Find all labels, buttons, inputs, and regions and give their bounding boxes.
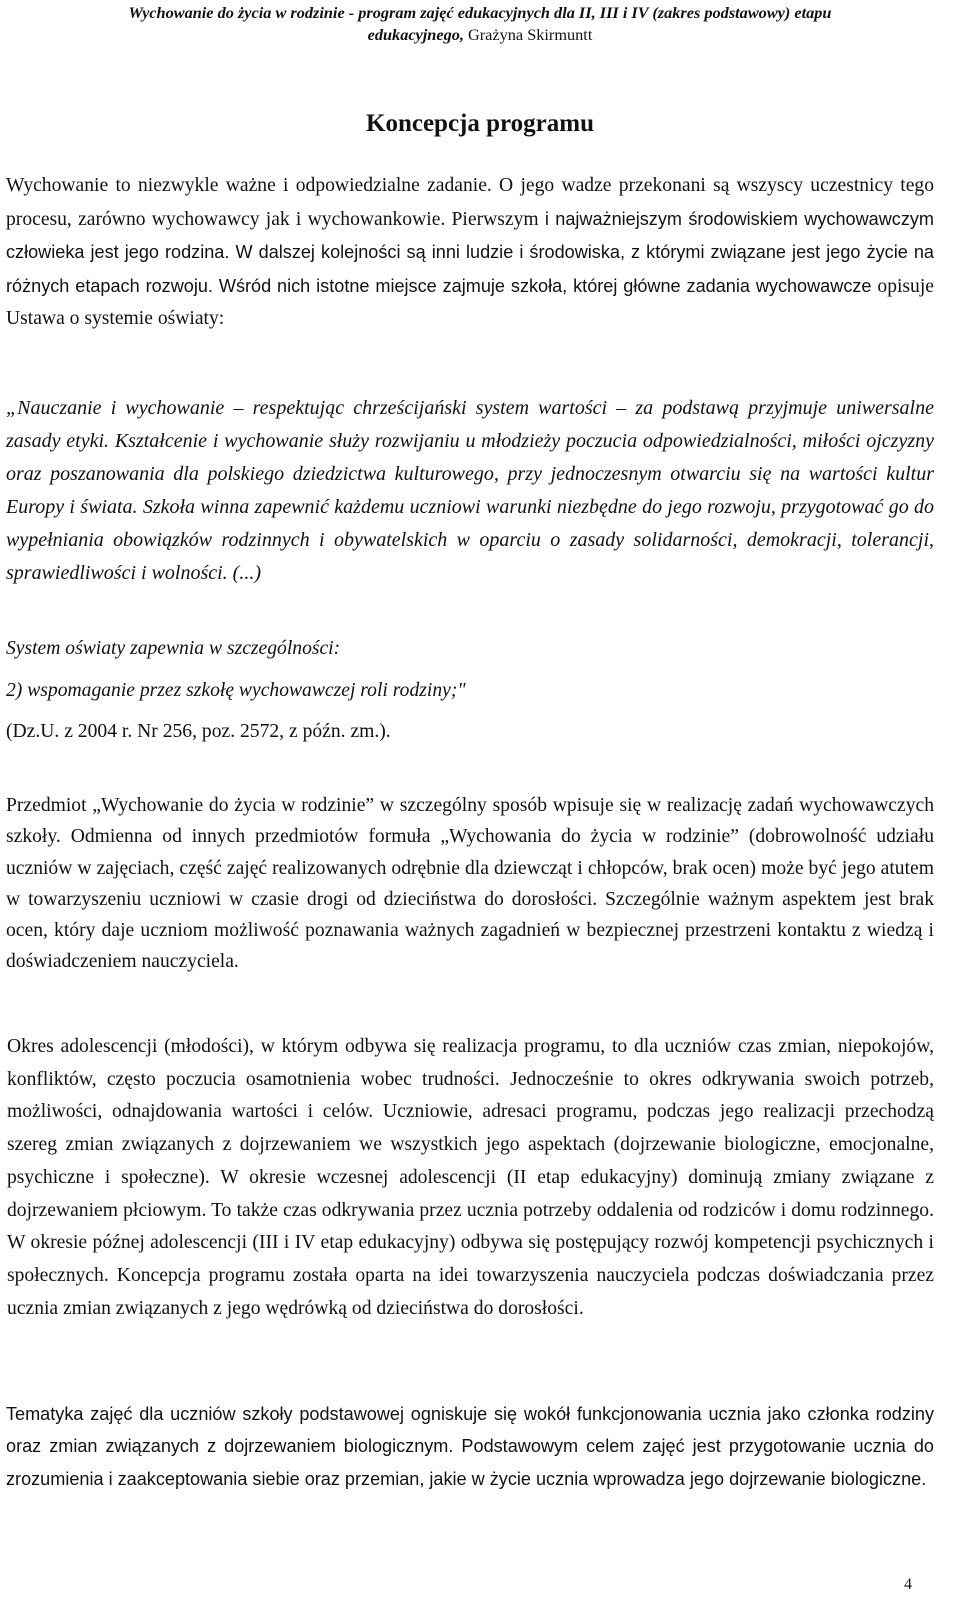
quote-item-2: 2) wspomaganie przez szkołę wychowawczej roli rodziny;": [6, 680, 466, 701]
law-citation: (Dz.U. z 2004 r. Nr 256, poz. 2572, z późn. zm.).: [6, 721, 391, 742]
page-number: 4: [904, 1576, 912, 1593]
law-quote: „Nauczanie i wychowanie – respektując chrześcijański system wartości – za podstawą przyjmuje uniwersalne zasady etyki. Kształcenie i wychowanie służy rozwijaniu u młodzieży poczucia odpowiedzialności, miłości ojczyzny oraz poszanowania dla polskiego dziedzictwa kulturowego, przy jednoczesnym otwarciu się na wartości kultur Europy i świata. Szkoła winna zapewnić każdemu uczniowi warunki niezbędne do jego rozwoju, przygotować go do wypełniania obowiązków rodzinnych i obywatelskich w oparciu o zasady solidarności, demokracji, tolerancji, sprawiedliwości i wolności. (...): [6, 397, 934, 584]
header-line-1: Wychowanie do życia w rodzinie - program zajęć edukacyjnych dla II, III i IV (zakres podstawowy) etapu: [128, 3, 832, 22]
quote-system-line: System oświaty zapewnia w szczególności:: [6, 638, 341, 659]
header-line-2-prefix: edukacyjnego,: [367, 25, 464, 44]
running-header: [14, 2, 946, 46]
section-title: Koncepcja programu: [366, 110, 594, 137]
header-line-2: [14, 24, 946, 46]
paragraph-intro: [6, 170, 934, 336]
paragraph-adolescence: Okres adolescencji (młodości), w którym odbywa się realizacja programu, to dla uczniów czas zmian, niepokojów, konfliktów, często poczucia osamotnienia wobec trudności. Jednocześnie to okres odkrywania swoich potrzeb, możliwości, odnajdowania wartości i celów. Uczniowie, adresaci programu, podczas jego realizacji przechodzą szereg zmian związanych z dojrzewaniem we wszystkich jego aspektach (dojrzewanie biologiczne, emocjonalne, psychiczne i społeczne). W okresie wczesnej adolescencji (II etap edukacyjny) dominują zmiany związane z dojrzewaniem płciowym. To także czas odkrywania przez ucznia potrzeby oddalenia od rodziców i domu rodzinnego. W okresie późnej adolescencji (III i IV etap edukacyjny) odbywa się postępujący rozwój kompetencji psychicznych i społecznych. Koncepcja programu została oparta na idei towarzyszenia nauczyciela podczas doświadczania przez ucznia zmian związanych z jego wędrówką od dzieciństwa do dorosłości.: [7, 1036, 934, 1319]
paragraph-primary-school: Tematyka zajęć dla uczniów szkoły podstawowej ogniskuje się wokół funkcjonowania ucznia jako członka rodziny oraz zmian związanych z dojrzewaniem biologicznym. Podstawowym celem zajęć jest przygotowanie ucznia do zrozumienia i zaakceptowania siebie oraz przemian, jakie w życie ucznia wprowadza jego dojrzewanie biologiczne.: [6, 1404, 934, 1489]
paragraph-intro-serif: Wychowanie to niezwykle ważne i odpowiedzialne zadanie. O jego wadze przekonani są wszyscy uczestnicy tego procesu, zarówno wychowawcy jak i wychowankowie. Pierwszym: [6, 175, 934, 230]
paragraph-intro-end: opisuje Ustawa o systemie oświaty:: [6, 275, 934, 329]
paragraph-intro-sans: i najważniejszym środowiskiem wychowawczym człowieka jest jego rodzina. W dalszej kolejności są inni ludzie i środowiska, z którymi związane jest jego życie na różnych etapach rozwoju. Wśród nich istotne miejsce zajmuje szkoła, której główne zadania wychowawcze: [6, 208, 934, 296]
paragraph-subject: Przedmiot „Wychowanie do życia w rodzinie” w szczególny sposób wpisuje się w realizację zadań wychowawczych szkoły. Odmienna od innych przedmiotów formuła „Wychowania do życia w rodzinie” (dobrowolność udziału uczniów w zajęciach, część zajęć realizowanych odrębnie dla dziewcząt i chłopców, brak ocen) może być jego atutem w towarzyszeniu uczniowi w czasie drogi od dzieciństwa do dorosłości. Szczególnie ważnym aspektem jest brak ocen, który daje uczniom możliwość poznawania ważnych zagadnień w bezpiecznej przestrzeni kontaktu z wiedzą i doświadczeniem nauczyciela.: [6, 795, 934, 973]
header-author: Grażyna Skirmuntt: [463, 25, 593, 44]
